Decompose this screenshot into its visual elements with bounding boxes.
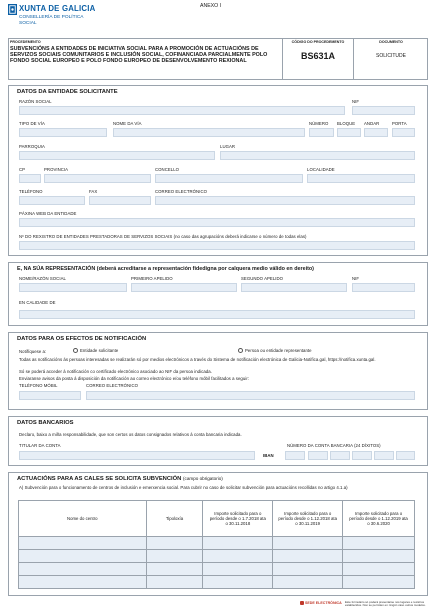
radio-representative[interactable] — [238, 348, 243, 353]
actions-section-title: ACTUACIÓNS PARA AS CALES SE SOLICITA SUBVENCIÓN (campo obrigatorio) — [17, 476, 223, 482]
account-block-3[interactable] — [352, 451, 372, 460]
representation-section-title: E, NA SÚA REPRESENTACIÓN (deberá acreditarse a representación fidedigna por calquera medio válido en dereito) — [17, 266, 314, 272]
cell-importe[interactable] — [273, 550, 343, 563]
rep-apelido1-field[interactable] — [131, 283, 237, 292]
nome-via-field[interactable] — [113, 128, 305, 137]
rep-calidade-label: EN CALIDADE DE — [19, 300, 56, 305]
bank-declaration: Declaro, baixo a miña responsabilidade, que son certos os datos consignados relativos á conta bancaria indicada. — [19, 432, 242, 437]
iban-field[interactable] — [285, 451, 305, 460]
holder-field[interactable] — [19, 451, 255, 460]
procedure-label: PROCEDEMENTO — [10, 40, 41, 44]
rep-nome-field[interactable] — [19, 283, 127, 292]
entity-nif-label: NIF — [352, 99, 360, 104]
cell-importe[interactable] — [343, 550, 415, 563]
document-type-label: DOCUMENTO — [379, 40, 403, 44]
footer-note: Este formulario só poderá presentarse nos lugares e rexistros establecidos. Non se permiten en ningún caso outros modelos. — [345, 600, 426, 608]
concello-label: CONCELLO — [155, 167, 180, 172]
mobile-field[interactable] — [19, 391, 81, 400]
mobile-label: TELÉFONO MÓBIL — [19, 383, 58, 388]
table-header-row — [19, 501, 415, 537]
xunta-emblem-icon — [8, 4, 17, 15]
provincia-label: PROVINCIA — [44, 167, 69, 172]
sede-icon — [300, 601, 304, 605]
table-row — [19, 576, 415, 589]
provincia-field[interactable] — [44, 174, 151, 183]
cell-nome[interactable] — [19, 550, 147, 563]
cell-importe[interactable] — [203, 576, 273, 589]
rep-apelido1-label: PRIMEIRO APELIDO — [131, 276, 173, 281]
cell-importe[interactable] — [203, 550, 273, 563]
sede-electronica-logo: SEDE ELECTRÓNICA — [300, 601, 342, 605]
radio-entity[interactable] — [73, 348, 78, 353]
col-nome-centro: Nome do centro — [19, 501, 147, 537]
notification-text-3: Enviaranse avisos da posta á disposición da notificación ao correo electrónico e/ou teléfono móbil facilitados a seguir: — [19, 376, 250, 381]
cp-field[interactable] — [19, 174, 41, 183]
tipo-via-label: TIPO DE VÍA — [19, 121, 45, 126]
numero-label: NÚMERO — [309, 121, 329, 126]
web-field[interactable] — [19, 218, 415, 227]
telefono-field[interactable] — [19, 196, 85, 205]
andar-field[interactable] — [364, 128, 388, 137]
razon-social-label: RAZÓN SOCIAL — [19, 99, 52, 104]
cell-importe[interactable] — [273, 576, 343, 589]
tipo-via-field[interactable] — [19, 128, 107, 137]
account-block-2[interactable] — [330, 451, 350, 460]
cell-importe[interactable] — [203, 537, 273, 550]
rep-nome-label: NOME/RAZÓN SOCIAL — [19, 276, 66, 281]
col-importe-1: Importe solicitado para o período desde o 1.7.2018 ata o 30.11.2018 — [203, 501, 273, 537]
razon-social-field[interactable] — [19, 106, 345, 115]
entity-section-title: DATOS DA ENTIDADE SOLICITANTE — [17, 89, 118, 95]
procedure-code-label: CÓDIGO DO PROCEDEMENTO — [291, 40, 345, 44]
document-type: SOLICITUDE — [375, 53, 406, 59]
table-row — [19, 550, 415, 563]
lugar-field[interactable] — [220, 151, 415, 160]
annex-label: ANEXO I — [200, 3, 222, 9]
cell-nome[interactable] — [19, 537, 147, 550]
account-block-1[interactable] — [308, 451, 328, 460]
rep-calidade-field[interactable] — [19, 310, 415, 319]
cell-tipoloxia[interactable] — [146, 563, 203, 576]
notify-option-entity[interactable]: Entidade solicitante — [73, 348, 118, 353]
fax-label: FAX — [89, 189, 98, 194]
holder-label: TITULAR DA CONTA — [19, 443, 61, 448]
notify-option-representative[interactable]: Persoa ou entidade representante — [238, 348, 312, 353]
cell-importe[interactable] — [343, 563, 415, 576]
account-number-label: NÚMERO DA CONTA BANCARIA (24 DÍXITOS) — [287, 443, 381, 448]
bloque-field[interactable] — [337, 128, 361, 137]
rep-nif-label: NIF — [352, 276, 360, 281]
iban-label: IBAN — [263, 453, 274, 458]
cell-importe[interactable] — [273, 563, 343, 576]
notify-email-field[interactable] — [86, 391, 415, 400]
registro-label: Nº DO REXISTRO DE ENTIDADES PRESTADORAS DE SERVIZOS SOCIAIS (no caso das agrupacións deberá indicarse o número de todas elas) — [19, 234, 307, 239]
notify-to-label: Notifíquese a: — [19, 349, 47, 354]
header-divider — [282, 38, 283, 80]
cell-tipoloxia[interactable] — [146, 576, 203, 589]
numero-field[interactable] — [309, 128, 334, 137]
concello-field[interactable] — [155, 174, 303, 183]
correo-label: CORREO ELECTRÓNICO — [155, 189, 207, 194]
cell-nome[interactable] — [19, 563, 147, 576]
parroquia-field[interactable] — [19, 151, 215, 160]
col-importe-3: Importe solicitado para o período desde o 1.12.2019 ata o 30.6.2020 — [343, 501, 415, 537]
localidade-label: LOCALIDADE — [307, 167, 335, 172]
notification-text-2: Só se poderá acceder á notificación co certificado electrónico asociado ao NIF da persoa indicada. — [19, 369, 212, 374]
cp-label: CP — [19, 167, 26, 172]
cell-importe[interactable] — [343, 576, 415, 589]
cell-importe[interactable] — [273, 537, 343, 550]
parroquia-label: PARROQUIA — [19, 144, 45, 149]
registro-field[interactable] — [19, 241, 415, 250]
bank-section-title: DATOS BANCARIOS — [17, 420, 74, 426]
account-block-5[interactable] — [396, 451, 415, 460]
table-row — [19, 563, 415, 576]
nome-via-label: NOME DA VÍA — [113, 121, 142, 126]
org-name: XUNTA DE GALICIA — [19, 4, 96, 13]
procedure-title: SUBVENCIÓNS A ENTIDADES DE INICIATIVA SOCIAL PARA A PROMOCIÓN DE ACTUACIÓNS DE SERVIZOS SOCIAIS COMUNITARIOS E INCLUSIÓN SOCIAL, COFINANCIADA PARCIALMENTE POLO FONDO SOCIAL EUROPEO E POLO FONDO EUROPEO DE DESENVOLVEMENTO REXIONAL — [10, 45, 268, 64]
notify-email-label: CORREO ELECTRÓNICO — [86, 383, 138, 388]
procedure-code: BS631A — [300, 51, 336, 61]
entity-nif-field[interactable] — [352, 106, 415, 115]
actions-subtitle: A) Subvención para o funcionamento de centros de inclusión e emerxencia social. Para cubrir no caso de solicitar subvención para actuacións recollidas no artigo 4.1.a) — [19, 485, 348, 490]
col-importe-2: Importe solicitado para o período desde o 1.12.2018 ata o 30.11.2019 — [273, 501, 343, 537]
localidade-field[interactable] — [307, 174, 415, 183]
account-block-4[interactable] — [374, 451, 394, 460]
cell-importe[interactable] — [203, 563, 273, 576]
andar-label: ANDAR — [364, 121, 380, 126]
porta-field[interactable] — [392, 128, 415, 137]
rep-nif-field[interactable] — [352, 283, 415, 292]
fax-field[interactable] — [89, 196, 151, 205]
table-row — [19, 537, 415, 550]
rep-apelido2-label: SEGUNDO APELIDO — [241, 276, 284, 281]
notification-text-1: Todas as notificacións ás persoas interesadas se realizarán só por medios electrónicos a través do Sistema de notificación electrónica de Galicia-Notifica.gal, https://notifica.xunta.gal. — [19, 357, 376, 362]
header-divider — [353, 38, 354, 80]
cell-tipoloxia[interactable] — [146, 537, 203, 550]
correo-field[interactable] — [155, 196, 415, 205]
col-tipoloxia: Tipoloxía — [146, 501, 203, 537]
cell-tipoloxia[interactable] — [146, 550, 203, 563]
notification-section-title: DATOS PARA OS EFECTOS DE NOTIFICACIÓN — [17, 336, 147, 342]
centers-table — [18, 500, 415, 589]
org-logo — [8, 4, 103, 36]
telefono-label: TELÉFONO — [19, 189, 43, 194]
org-department: CONSELLERÍA DE POLÍTICA SOCIAL — [19, 15, 84, 26]
porta-label: PORTA — [392, 121, 407, 126]
bloque-label: BLOQUE — [337, 121, 356, 126]
lugar-label: LUGAR — [220, 144, 236, 149]
rep-apelido2-field[interactable] — [241, 283, 347, 292]
cell-importe[interactable] — [343, 537, 415, 550]
cell-nome[interactable] — [19, 576, 147, 589]
web-label: PÁXINA WEB DA ENTIDADE — [19, 211, 77, 216]
